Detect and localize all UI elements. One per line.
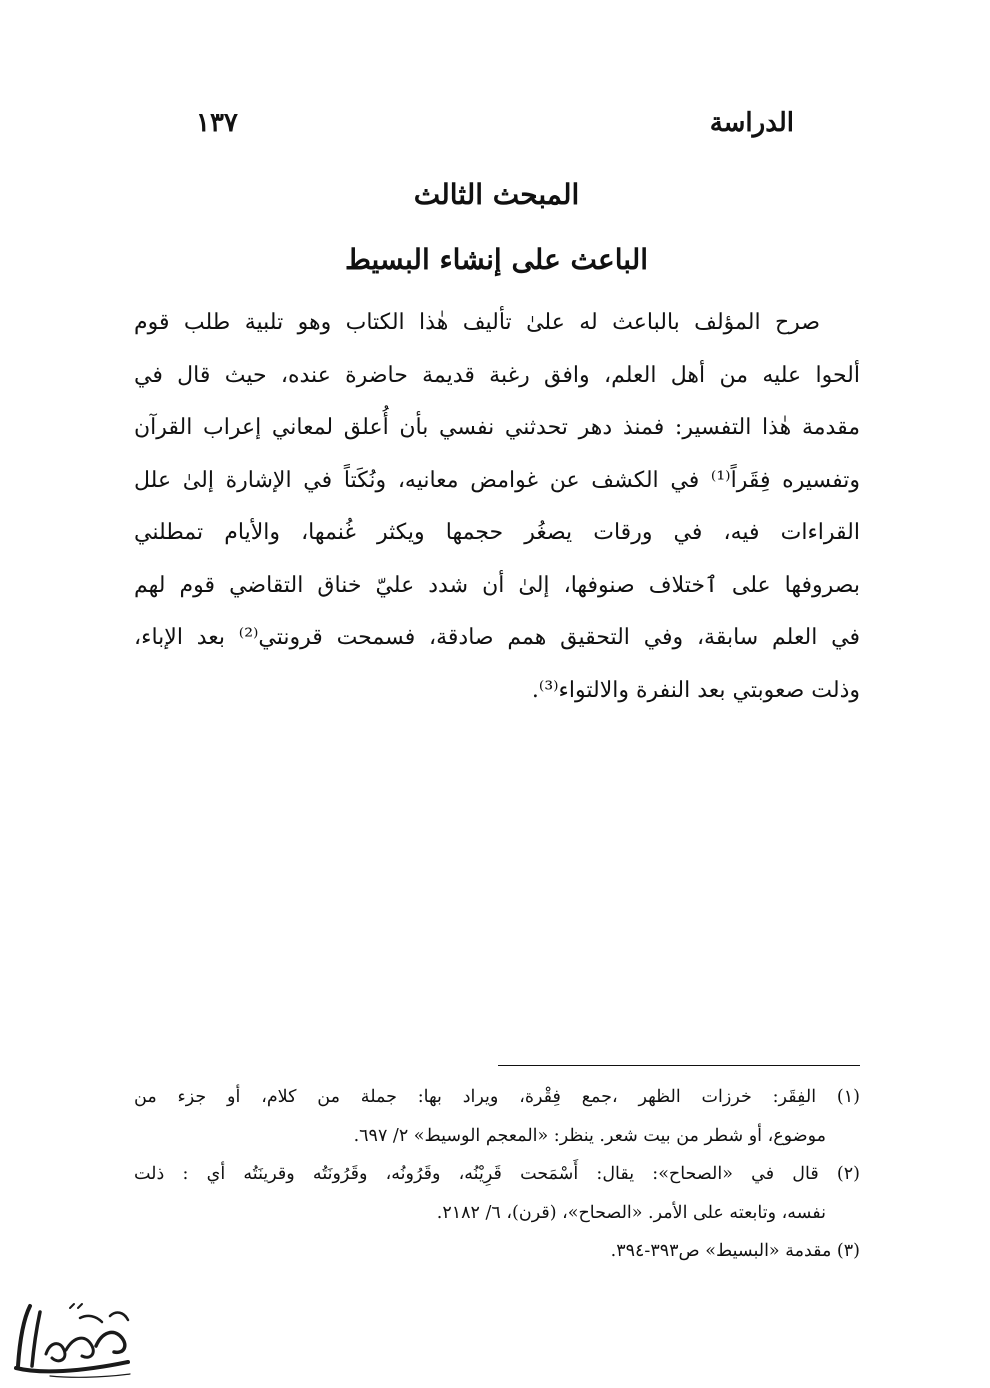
running-header-title: الدراسة xyxy=(709,108,794,138)
body-line: صرح المؤلف بالباعث له علىٰ تأليف هٰذا الكتاب وهو تلبية طلب قوم xyxy=(134,310,820,335)
footnote-line: (٢) قال في «الصحاح»: يقال: أَسْمَحت قَرِيْنُه، وقَرُونُه، وقَرُونَتُه وقرينَتُه أي : ذلت xyxy=(134,1164,860,1184)
section-title: الباعث على إنشاء البسيط xyxy=(344,243,649,276)
body-line: وتفسيره فِقَراً⁽¹⁾ في الكشف عن غوامض معانيه، ونُكَتاً في الإشارة إلىٰ علل xyxy=(134,467,860,493)
footnote-separator xyxy=(498,1065,860,1066)
body-text xyxy=(134,297,860,717)
body-line: القراءات فيه، في ورقات يصغُر حجمها ويكثر غُنمها، والأيام تمطلني xyxy=(134,520,860,545)
section-heading: المبحث الثالث xyxy=(413,178,580,211)
body-line: مقدمة هٰذا التفسير: فمنذ دهر تحدثني نفسي بأن أُعلق لمعاني إعراب القرآن xyxy=(134,415,860,440)
footnote-line: موضوع، أو شطر من بيت شعر. ينظر: «المعجم الوسيط» ٢/ ٦٩٧. xyxy=(353,1125,826,1146)
body-line: في العلم سابقة، وفي التحقيق همم صادقة، فسمحت قرونتي⁽²⁾ بعد الإباء، xyxy=(134,625,860,650)
body-line: وذلت صعوبتي بعد النفرة والالتواء⁽³⁾. xyxy=(531,677,860,703)
page-number: ١٣٧ xyxy=(196,108,238,138)
body-line: ألحوا عليه من أهل العلم، وافق رغبة قديمة حاضرة عنده، حيث قال في xyxy=(134,362,860,388)
footnote-line: نفسه، وتابعته على الأمر. «الصحاح»، (قرن)، ٦/ ٢١٨٢. xyxy=(436,1202,826,1223)
calligraphy-seal-icon xyxy=(10,1296,142,1378)
footnotes xyxy=(134,1078,860,1271)
body-line: بصروفها على ٱختلاف صنوفها، إلىٰ أن شدد عليّ خناق التقاضي قوم لهم xyxy=(134,572,860,598)
footnote-line: (١) الفِقَر: خرزات الظهر ،جمع فِقْرة، ويراد بها: جملة من كلام، أو جزء من xyxy=(134,1087,860,1107)
footnote-line: (٣) مقدمة «البسيط» ص٣٩٣-٣٩٤. xyxy=(610,1241,860,1261)
